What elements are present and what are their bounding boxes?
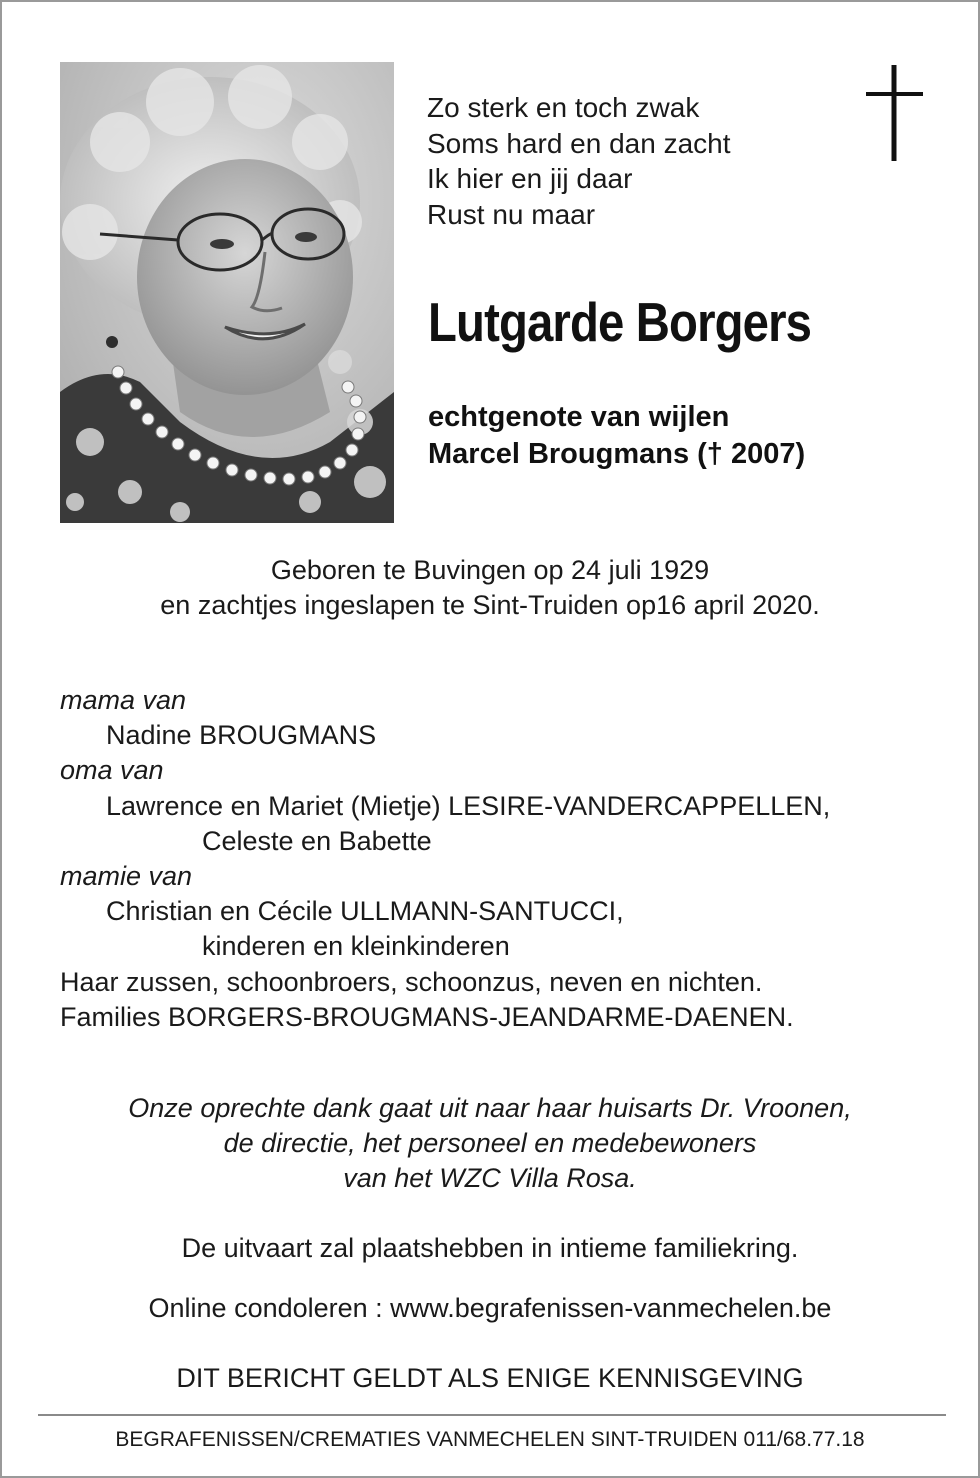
relation-names: Lawrence en Mariet (Mietje) LESIRE-VANDERCAPPELLEN, [106,790,831,821]
relation-label: mamie van [60,861,193,892]
latin-cross-icon [866,65,924,161]
thanks-line: van het WZC Villa Rosa. [343,1163,637,1193]
poem-line: Ik hier en jij daar [427,163,633,194]
spouse-line: Marcel Brougmans († 2007) [428,438,806,470]
condolences-text: Online condoleren : www.begrafenissen-vanmechelen.be [148,1293,832,1323]
relation-label: mama van [60,685,187,715]
siblings-line: Haar zussen, schoonbroers, schoonzus, neven en nichten. [60,966,763,997]
relation-names: Nadine BROUGMANS [106,720,377,751]
footer-funeral-home: BEGRAFENISSEN/CREMATIES VANMECHELEN SINT-TRUIDEN 011/68.77.18 [115,1428,865,1451]
deceased-name: Lutgarde Borgers [428,291,812,353]
notice [2,1361,978,1396]
poem-line: Zo sterk en toch zwak [427,92,700,123]
funeral-text: De uitvaart zal plaatshebben in intieme familiekring. [181,1233,799,1263]
relation-names: Celeste en Babette [202,825,432,856]
birth-death-dates [2,553,978,623]
relation-label: oma van [60,755,164,786]
poem-line: Rust nu maar [427,198,596,230]
thanks-message [2,1091,978,1196]
spouse-line: echtgenote van wijlen [428,401,730,433]
divider [38,1414,946,1416]
thanks-line: Onze oprechte dank gaat uit naar haar huisarts Dr. Vroonen, [128,1093,852,1123]
death-line: en zachtjes ingeslapen te Sint-Truiden op16 april 2020. [160,590,820,620]
poem-line: Soms hard en dan zacht [427,127,731,159]
notice-text: DIT BERICHT GELDT ALS ENIGE KENNISGEVING [176,1363,804,1393]
families-line: Families BORGERS-BROUGMANS-JEANDARME-DAENEN. [60,1001,794,1032]
poem [427,90,731,232]
portrait-illustration [60,62,394,523]
birth-line: Geboren te Buvingen op 24 juli 1929 [270,555,710,585]
thanks-line: de directie, het personeel en medebewoners [223,1128,757,1158]
family-list [60,683,830,1035]
condolences-info [2,1291,978,1326]
spouse-info [428,399,805,473]
portrait-photo [60,62,394,523]
relation-names: Christian en Cécile ULLMANN-SANTUCCI, [106,896,624,927]
funeral-info [2,1231,978,1266]
relation-names: kinderen en kleinkinderen [202,931,510,962]
